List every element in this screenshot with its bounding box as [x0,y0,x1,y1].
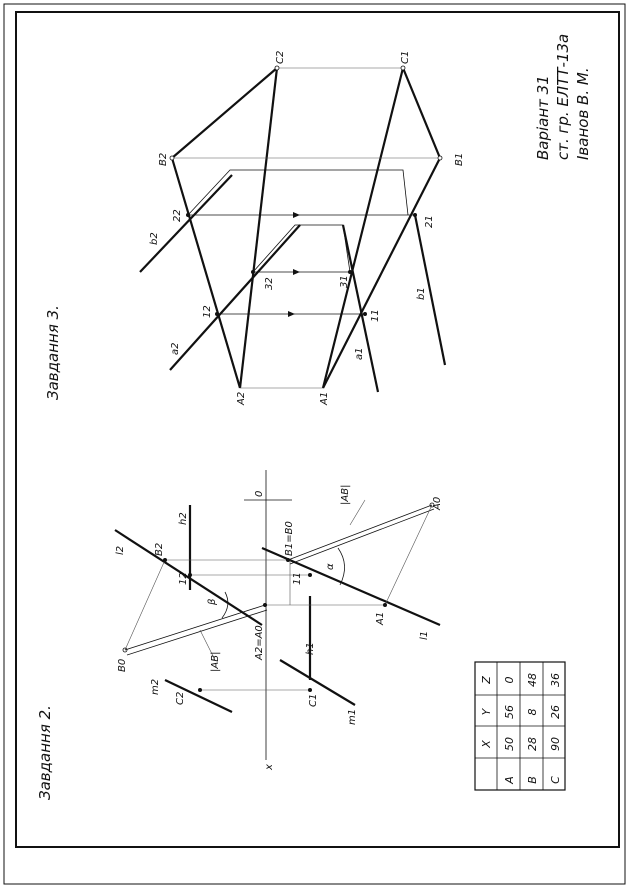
coordinates-table [475,662,565,790]
point-22 [186,213,190,217]
task3-drawing [44,51,465,406]
table-cell: A [503,776,516,784]
edge-c2-a2 [240,68,277,388]
true-length-b0-inner [127,610,267,655]
label-c2: C2 [275,50,286,64]
label-11: 11 [370,309,381,322]
table-cell: 90 [549,737,562,751]
line-a1 [343,225,378,392]
point-b2 [170,156,174,160]
beta-arc [222,592,228,618]
line-a2 [170,225,300,370]
label-a0: A0 [432,496,443,510]
table-header-cell: X [480,740,493,748]
title-block [534,34,592,160]
label-b1: B1 [454,152,465,166]
label-x: x [264,764,275,770]
true-length-a0-inner [290,509,434,564]
label-32: 32 [264,277,275,290]
edge-b1-a1 [323,158,440,388]
label-origin: 0 [254,490,265,497]
table-cell: C [549,776,562,784]
group-label: ст. гр. ЕЛТТ-13а [554,33,572,160]
label-12: 12 [202,305,213,318]
point-a1 [383,603,387,607]
point-a2 [263,603,267,607]
table-cell: 8 [526,708,539,716]
label-b2: B2 [158,152,169,166]
table-cell: 26 [549,705,562,719]
arrow-1 [288,311,295,317]
label-c1: C1 [308,693,319,707]
point-11 [308,573,312,577]
table-cell: 28 [526,737,539,751]
label-alpha: α [325,563,336,570]
edge-b2-c2 [172,68,277,158]
alpha-arc [338,548,345,585]
label-ab-upper: |AB| [340,484,351,505]
point-12 [215,312,219,316]
task2-heading: Завдання 2. [36,705,54,800]
label-b1-eq: B1=B0 [284,521,295,556]
point-c2 [198,688,202,692]
point-b1 [438,156,442,160]
variant-label: Варіант 31 [534,75,552,160]
edge-b2-a2 [172,158,240,388]
label-11: 11 [292,572,303,585]
table-cell: 48 [526,673,539,687]
label-beta: β [207,598,218,605]
label-a1: A1 [319,391,330,405]
label-12: 12 [178,572,189,585]
table-cell: 56 [503,705,516,719]
label-c2: C2 [175,691,186,705]
author-label: Іванов В. М. [574,67,592,160]
label-c1: C1 [400,50,411,64]
point-21 [413,213,417,217]
label-31: 31 [339,275,350,288]
task3-heading: Завдання 3. [44,305,62,400]
inner-frame [16,12,619,847]
table-cell: B [526,776,539,784]
point-b1 [286,558,290,562]
label-aline2: a2 [170,342,181,355]
label-m2: m2 [150,678,161,695]
label-l2: l2 [115,545,126,555]
label-a2-eq: A2=A0 [254,625,265,660]
aux-line-3 [253,225,350,272]
label-aline1: a1 [354,347,365,360]
table-cell: 36 [549,673,562,687]
table-header-cell: Z [480,676,493,684]
point-b2 [163,558,167,562]
label-m1: m1 [347,708,358,725]
edge-c1-a1 [323,68,403,388]
label-bline2: b2 [149,232,160,245]
label-h1: h1 [305,642,316,655]
point-c1 [308,688,312,692]
table-cell: 0 [503,676,516,684]
true-length-b0 [125,605,265,650]
arrow-2 [293,212,300,218]
label-22: 22 [172,209,183,222]
point-c1 [401,66,405,70]
table-cell: 50 [503,737,516,751]
task2-drawing [36,470,443,800]
label-b2: B2 [154,542,165,556]
b0-to-b2 [125,560,165,650]
true-length-a0 [288,505,432,560]
arrow-3 [293,269,300,275]
label-b0: B0 [117,658,128,672]
point-31 [348,270,352,274]
point-11 [363,312,367,316]
label-h2: h2 [178,512,189,525]
label-bline1: b1 [416,287,427,300]
label-ab-lower: |AB| [210,651,221,672]
line-b2 [140,175,232,272]
table-cells [480,673,562,785]
edge-b1-c1 [403,68,440,158]
outer-frame [4,4,625,884]
point-32 [251,270,255,274]
label-l1: l1 [419,630,430,640]
label-a2: A2 [236,391,247,405]
leader-ab-upper [350,500,365,525]
table-header-cell: Y [480,708,493,716]
point-c2 [275,66,279,70]
label-a1: A1 [375,611,386,625]
label-21: 21 [424,215,435,228]
